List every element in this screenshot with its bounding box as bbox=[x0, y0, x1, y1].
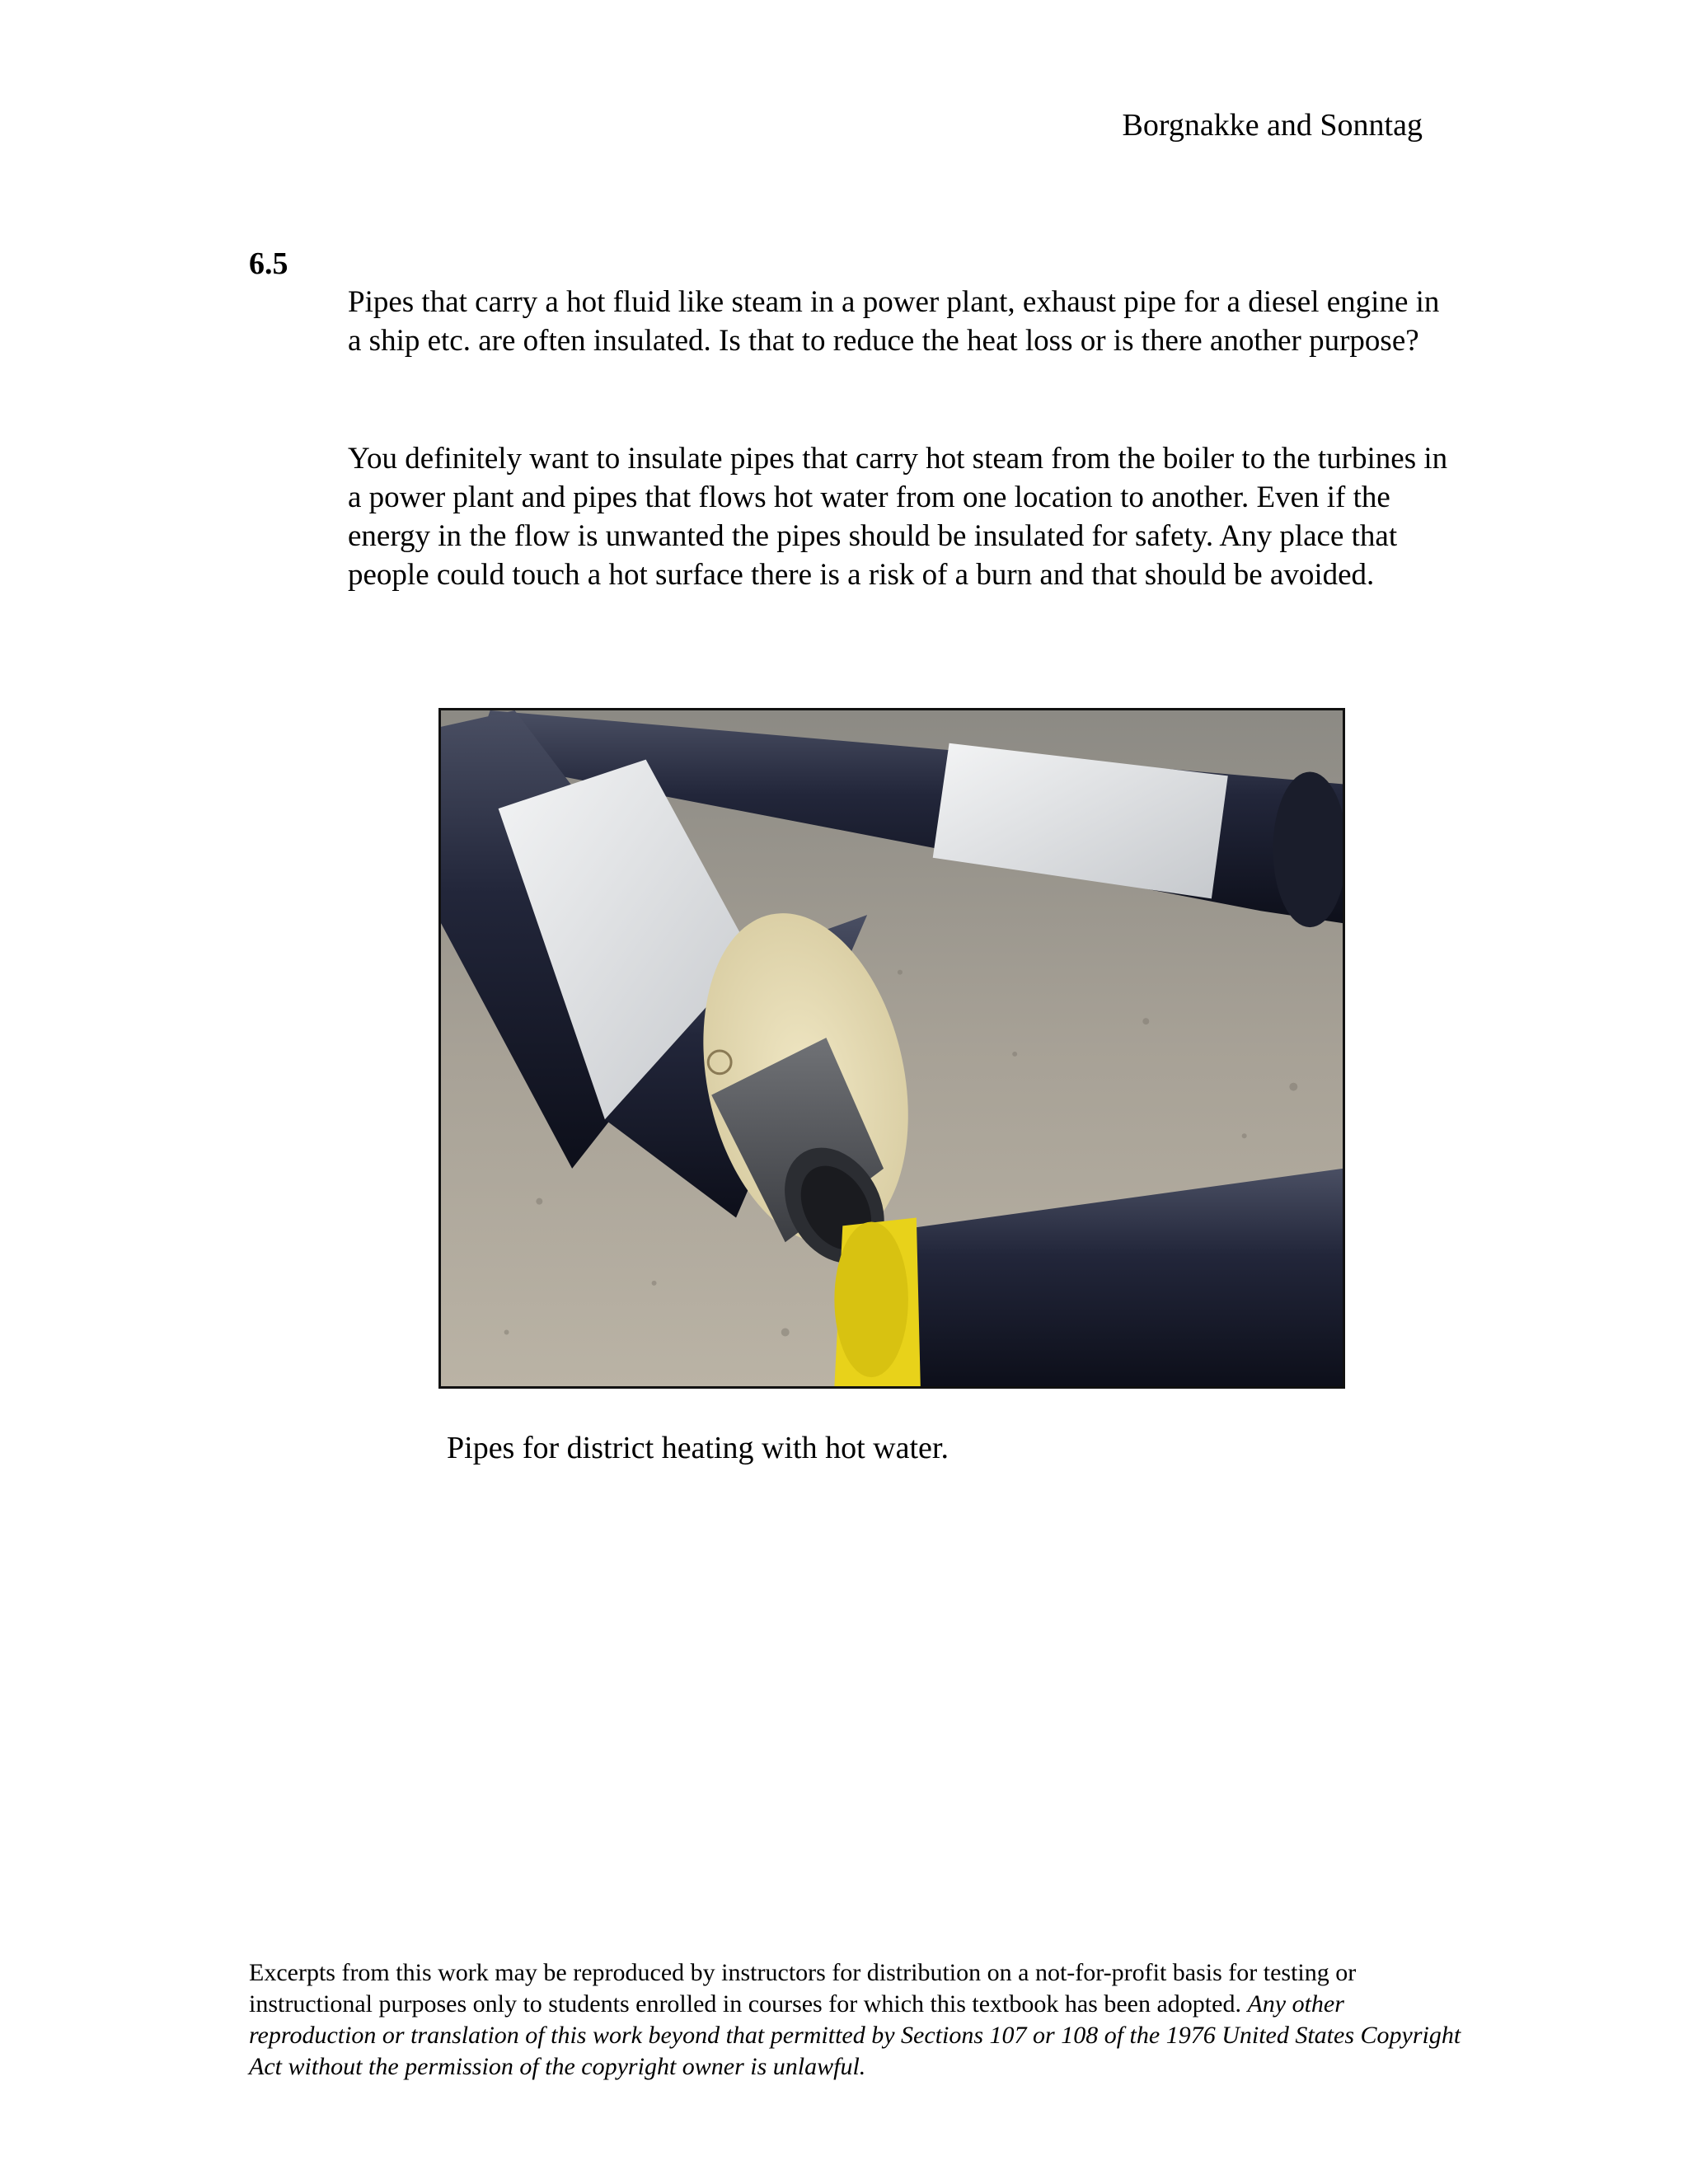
problem-question: Pipes that carry a hot fluid like steam in a power plant, exhaust pipe for a diesel engine in a ship etc. are often insulated. Is that to reduce the heat loss or is there another purpose? bbox=[348, 285, 1440, 358]
footer-normal-text: Excerpts from this work may be reproduced by instructors for distribution on a not-for-profit basis for testing or instructional purposes only to students enrolled in courses for which this textbook has been adopted. bbox=[249, 1959, 1357, 2018]
page-header: Borgnakke and Sonntag bbox=[1122, 108, 1423, 143]
figure-caption: Pipes for district heating with hot water. bbox=[447, 1431, 949, 1465]
problem-number: 6.5 bbox=[249, 246, 288, 281]
pipes-photo bbox=[438, 708, 1345, 1389]
copyright-footer bbox=[249, 1957, 1469, 2083]
footer-italic-text: Any other reproduction or translation of this work beyond that permitted by Sections 107 or 108 of the 1976 United States Copyright Act without the permission of the copyright owner is unlawful. bbox=[249, 1990, 1461, 2080]
pipes-illustration bbox=[441, 710, 1343, 1386]
problem-answer: You definitely want to insulate pipes that carry hot steam from the boiler to the turbines in a power plant and pipes that flows hot water from one location to another. Even if the energy in the flow is unwanted the pipes should be insulated for safety. Any place that people could touch a hot surface there is a risk of a burn and that should be avoided. bbox=[348, 442, 1448, 592]
